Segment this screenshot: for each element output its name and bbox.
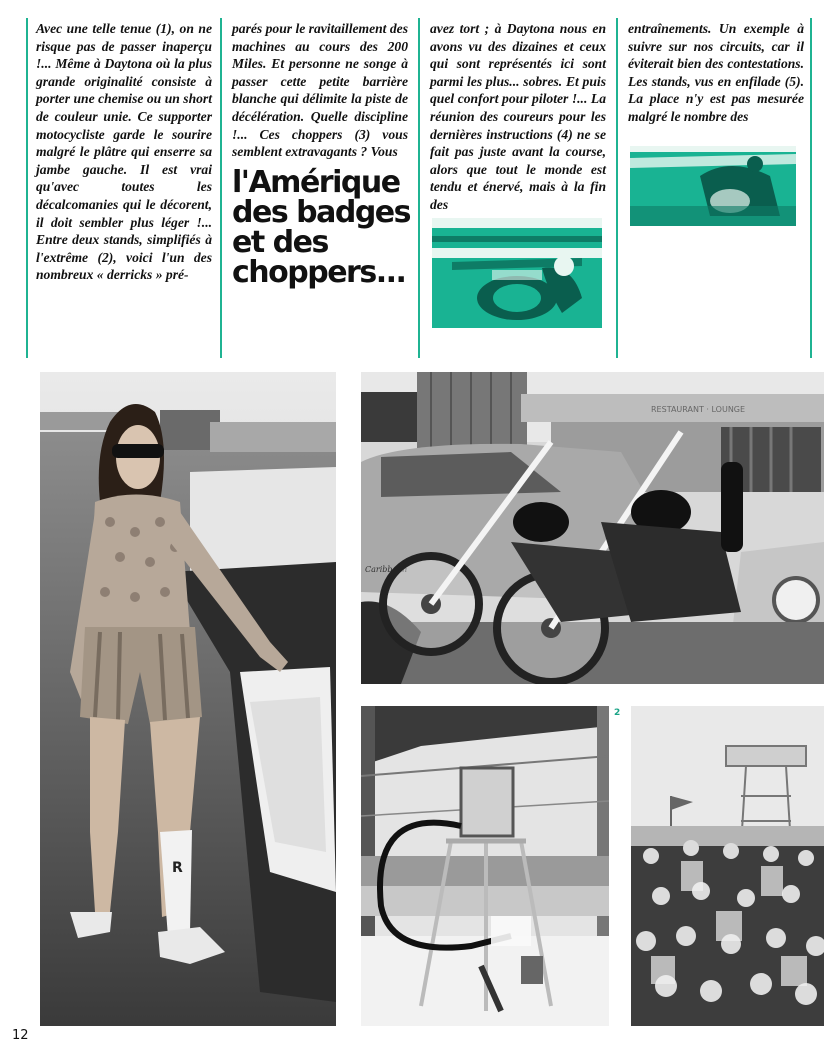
restaurant-sign: RESTAURANT · LOUNGE: [651, 405, 746, 414]
car-badge-text: Caribbean: [365, 565, 408, 574]
column-rule: [810, 18, 812, 358]
supporter-girl-photo: [40, 372, 336, 1026]
stands-photo-teal: [630, 146, 796, 226]
article-column-4: entraînements. Un exemple à suivre sur nos circuits, car il éviterait bien des contestations. Les stands, vus en enfilade (5). La place n'y est pas mesurée malgré le nombre des: [628, 21, 804, 124]
article-headline: l'Amérique des badges et des choppers...: [232, 165, 410, 290]
svg-text:R: R: [172, 860, 183, 876]
column-rule: [616, 18, 618, 358]
racer-photo-teal: [432, 218, 602, 328]
article-column-3: avez tort ; à Daytona nous en avons vu des dizaines et ceux qui sont représentés ici sont parmi les plus... sobres. Et puis quel confort pour piloter !... La réunion des coureurs pour les dernières instructions (4) ne se fait pas juste avant la course, alors que tout le monde est tendu et énervé, mais à la fin des: [430, 21, 606, 212]
refuel-derrick-photo: [361, 706, 609, 1026]
article-column-1: Avec une telle tenue (1), on ne risque pas de passer inaperçu !... Même à Daytona où la plus grande originalité consiste à porter une chemise ou un short de couleur unie. Ce supporter motocycliste garde le sourire malgré le plâtre qui enserre sa jambe gauche. Il est vrai qu'avec toutes les décalcomanies qui le décorent, il doit sembler plus léger !... Entre deux stands, simplifiés à l'extrême (2), voici l'un des nombreux « derricks » pré-: [36, 21, 212, 283]
riders-meeting-photo: [631, 706, 824, 1026]
choppers-photo: [361, 372, 824, 684]
photo-caption-number: 2: [614, 708, 621, 718]
column-rule: [26, 18, 28, 358]
column-rule: [220, 18, 222, 358]
article-column-2: parés pour le ravitaillement des machines au cours des 200 Miles. Et personne ne songe à passer cette petite barrière blanche qui délimite la piste de décélération. Quelle discipline !... Ces choppers (3) vous semblent extravagants ? Vous: [232, 21, 408, 160]
page-number: 12: [12, 1028, 29, 1043]
